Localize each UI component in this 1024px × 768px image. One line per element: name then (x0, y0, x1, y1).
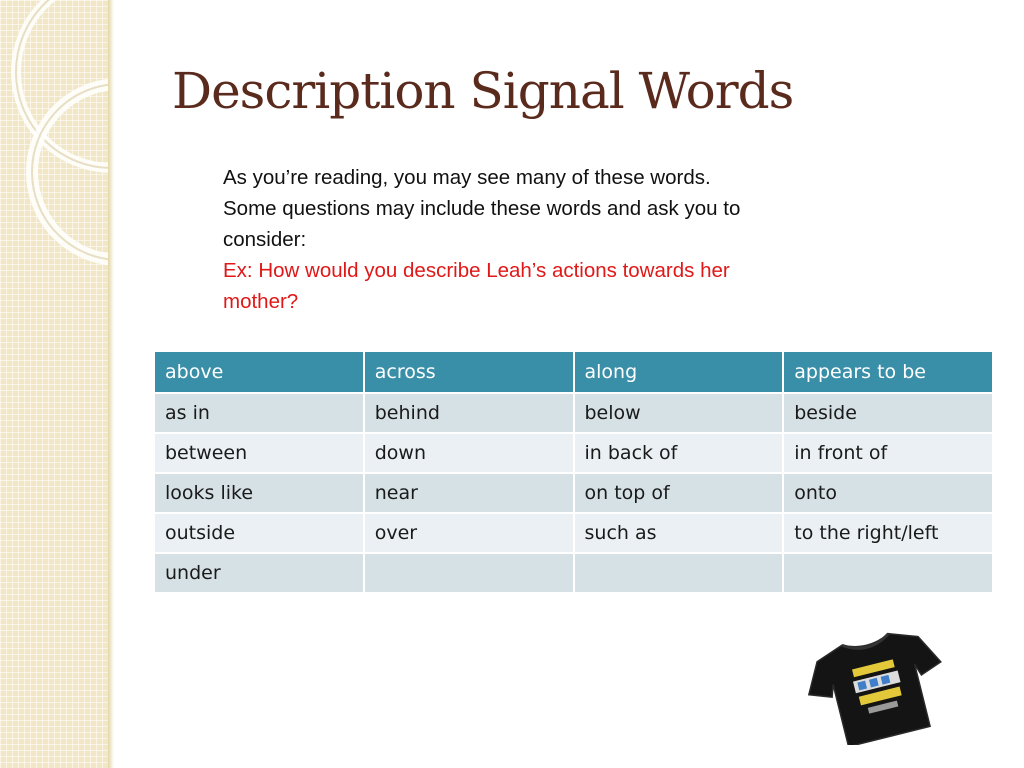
table-header-cell: above (154, 351, 364, 393)
t-shirt-icon (795, 630, 960, 745)
intro-line: consider: (223, 228, 307, 251)
table-cell: down (364, 433, 574, 473)
table-cell: outside (154, 513, 364, 553)
table-header-row (154, 351, 993, 393)
table-cell (783, 553, 993, 593)
table-header-cell: across (364, 351, 574, 393)
example-question-line: mother? (223, 290, 299, 313)
table-cell: over (364, 513, 574, 553)
table-cell: behind (364, 393, 574, 433)
table-cell: beside (783, 393, 993, 433)
strip-edge (108, 0, 114, 768)
example-question-line: Ex: How would you describe Leah’s actions towards her (223, 259, 730, 282)
table-header-cell: appears to be (783, 351, 993, 393)
intro-line: Some questions may include these words and ask you to (223, 197, 741, 220)
table-cell (364, 553, 574, 593)
signal-words-table (153, 350, 994, 594)
table-cell (574, 553, 784, 593)
table-cell: below (574, 393, 784, 433)
table-cell: on top of (574, 473, 784, 513)
table-row (154, 513, 993, 553)
slide-title: Description Signal Words (172, 62, 794, 120)
table-cell: to the right/left (783, 513, 993, 553)
table-cell: near (364, 473, 574, 513)
intro-text (223, 162, 903, 317)
table-row (154, 553, 993, 593)
t-shirt-image (795, 630, 960, 745)
intro-line: As you’re reading, you may see many of these words. (223, 166, 711, 189)
table-cell: looks like (154, 473, 364, 513)
table-row (154, 473, 993, 513)
table-cell: as in (154, 393, 364, 433)
decorative-circles-icon (0, 0, 112, 768)
decorative-side-strip (0, 0, 112, 768)
table-header-cell: along (574, 351, 784, 393)
table-row (154, 393, 993, 433)
table-row (154, 433, 993, 473)
table-cell: such as (574, 513, 784, 553)
table-cell: between (154, 433, 364, 473)
table-cell: in front of (783, 433, 993, 473)
table-cell: under (154, 553, 364, 593)
table-cell: onto (783, 473, 993, 513)
table-cell: in back of (574, 433, 784, 473)
